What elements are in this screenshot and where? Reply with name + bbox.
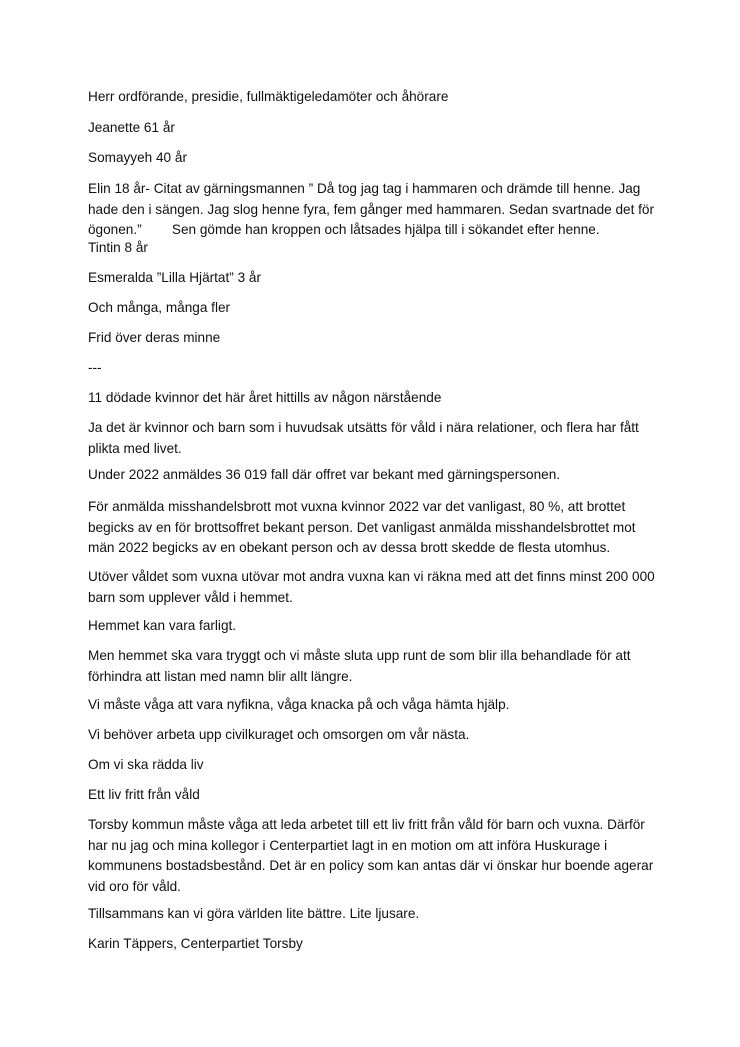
reported-cases-2022: Under 2022 anmäldes 36 019 fall där offret var bekant med gärningspersonen.: [88, 467, 561, 482]
dare-curious: Vi måste våga att vara nyfikna, våga knacka på och våga hämta hjälp.: [88, 697, 510, 712]
life-free-violence: Ett liv fritt från våld: [88, 787, 200, 802]
torsby-motion-paragraph: Torsby kommun måste våga att leda arbetet till ett liv fritt från våld för barn och vuxna. Därför har nu jag och mina kollegor i Centerpartiet lagt in en motion om att införa Huskurage i kommunens bostadsbestånd. Det är en policy som kan antas där vi önskar hur boende agerar vid oro för våld.: [88, 817, 657, 894]
separator-dashes: ---: [88, 360, 102, 375]
save-lives: Om vi ska rädda liv: [88, 757, 204, 772]
home-dangerous: Hemmet kan vara farligt.: [88, 618, 237, 633]
together-better: Tillsammans kan vi göra världen lite bättre. Lite ljusare.: [88, 906, 420, 921]
many-more: Och många, många fler: [88, 300, 231, 315]
victim-somayyeh: Somayyeh 40 år: [88, 150, 187, 165]
rest-in-peace: Frid över deras minne: [88, 330, 221, 345]
children-violence-paragraph: Utöver våldet som vuxna utövar mot andra vuxna kan vi räkna med att det finns minst 200 000 barn som upplever våld i hemmet.: [88, 569, 659, 605]
victim-tintin: Tintin 8 år: [88, 240, 148, 255]
women-children-paragraph: Ja det är kvinnor och barn som i huvudsak utsätts för våld i nära relationer, och flera har fått plikta med livet.: [88, 420, 643, 456]
salutation: Herr ordförande, presidie, fullmäktigeledamöter och åhörare: [88, 89, 449, 104]
home-safe-paragraph: Men hemmet ska vara tryggt och vi måste sluta upp runt de som blir illa behandlade för att förhindra att listan med namn blir allt längre.: [88, 648, 635, 684]
assault-statistics: För anmälda misshandelsbrott mot vuxna kvinnor 2022 var det vanligast, 80 %, att brottet begicks av en för brottsoffret bekant person. Det vanligast anmälda misshandelsbrottet mot män 2022 begicks av en obekant person och av dessa brott skedde de flesta utomhus.: [88, 499, 640, 555]
signature-line: Karin Täppers, Centerpartiet Torsby: [88, 936, 303, 951]
victim-esmeralda: Esmeralda ”Lilla Hjärtat” 3 år: [88, 270, 262, 285]
civil-courage: Vi behöver arbeta upp civilkuraget och omsorgen om vår nästa.: [88, 727, 470, 742]
victim-elin-quote: Elin 18 år- Citat av gärningsmannen ” Då tog jag tag i hammaren och drämde till henne. Jag hade den i sängen. Jag slog henne fyra, fem gånger med hammaren. Sedan svartnade det för ögonen.” Sen gömde han kroppen och låtsades hjälpa till i sökandet efter henne.: [88, 181, 658, 237]
victim-jeanette: Jeanette 61 år: [88, 120, 175, 135]
killed-women-count: 11 dödade kvinnor det här året hittills av någon närstående: [88, 390, 442, 405]
